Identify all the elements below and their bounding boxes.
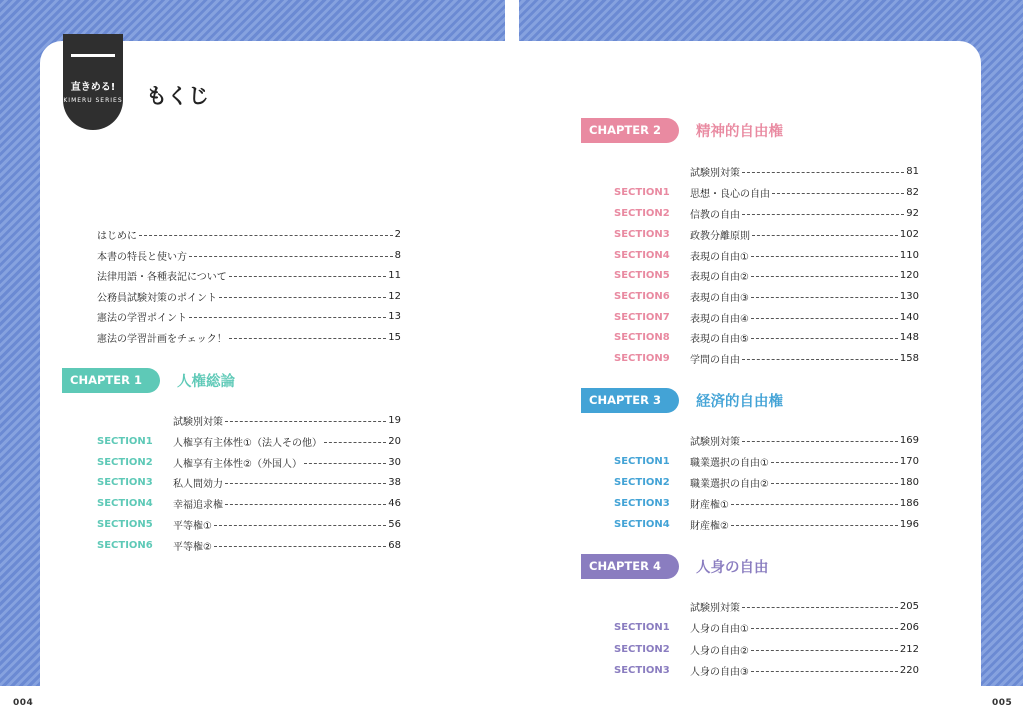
toc-entry bbox=[97, 516, 401, 532]
page-number: 56 bbox=[388, 518, 401, 530]
leader-dots bbox=[752, 235, 898, 236]
toc-entry bbox=[614, 641, 919, 657]
chapter-heading bbox=[581, 388, 783, 413]
toc-entry bbox=[97, 226, 401, 242]
page-number: 12 bbox=[388, 290, 401, 302]
chapter-label: CHAPTER 1 bbox=[62, 368, 160, 393]
page-number: 38 bbox=[388, 476, 401, 488]
page-gutter bbox=[505, 0, 519, 726]
section-number: SECTION2 bbox=[614, 643, 670, 655]
leader-dots bbox=[772, 193, 904, 194]
page-number: 120 bbox=[899, 269, 919, 281]
page-number: 8 bbox=[394, 249, 401, 261]
leader-dots bbox=[219, 297, 386, 298]
page-number: 82 bbox=[906, 186, 919, 198]
section-number: SECTION1 bbox=[614, 455, 670, 467]
page-number-left: 004 bbox=[13, 698, 34, 708]
chapter-title: 精神的自由権 bbox=[696, 124, 783, 140]
chapter-title: 経済的自由権 bbox=[696, 394, 783, 410]
leader-dots bbox=[751, 671, 898, 672]
page-number: 102 bbox=[899, 228, 919, 240]
page-number: 206 bbox=[899, 621, 919, 633]
entry-title: 表現の自由② bbox=[690, 271, 749, 283]
section-number: SECTION1 bbox=[97, 435, 153, 447]
entry-title: 人権享有主体性②（外国人） bbox=[173, 458, 302, 470]
leader-dots bbox=[751, 297, 898, 298]
section-number: SECTION3 bbox=[97, 476, 153, 488]
chapter-label: CHAPTER 3 bbox=[581, 388, 679, 413]
leader-dots bbox=[304, 463, 386, 464]
toc-entry bbox=[97, 412, 401, 428]
section-number: SECTION3 bbox=[614, 228, 670, 240]
toc-entry bbox=[614, 453, 919, 469]
entry-title: 表現の自由③ bbox=[690, 292, 749, 304]
chapter-title: 人権総論 bbox=[177, 374, 235, 390]
series-badge bbox=[63, 34, 123, 130]
entry-title: 平等権② bbox=[173, 541, 212, 553]
toc-entry bbox=[614, 267, 919, 283]
badge-bar bbox=[71, 54, 115, 57]
toc-entry bbox=[614, 163, 919, 179]
entry-title: 平等権① bbox=[173, 520, 212, 532]
leader-dots bbox=[229, 276, 386, 277]
toc-entry bbox=[97, 288, 401, 304]
page-title: もくじ bbox=[146, 84, 209, 108]
entry-title: 憲法の学習ポイント bbox=[97, 312, 187, 324]
entry-title: 学問の自由 bbox=[690, 354, 740, 366]
section-number: SECTION5 bbox=[614, 269, 670, 281]
leader-dots bbox=[229, 338, 387, 339]
section-number: SECTION1 bbox=[614, 621, 670, 633]
section-number: SECTION4 bbox=[614, 518, 670, 530]
leader-dots bbox=[731, 525, 898, 526]
page-number: 81 bbox=[906, 165, 919, 177]
toc-entry bbox=[97, 308, 401, 324]
section-number: SECTION2 bbox=[614, 207, 670, 219]
page-number: 212 bbox=[899, 643, 919, 655]
toc-entry bbox=[614, 205, 919, 221]
leader-dots bbox=[225, 483, 386, 484]
leader-dots bbox=[742, 214, 904, 215]
section-number: SECTION6 bbox=[614, 290, 670, 302]
entry-title: 職業選択の自由① bbox=[690, 457, 769, 469]
toc-entry bbox=[614, 184, 919, 200]
toc-entry bbox=[614, 247, 919, 263]
leader-dots bbox=[225, 421, 386, 422]
entry-title: 信教の自由 bbox=[690, 209, 740, 221]
entry-title: 憲法の学習計画をチェック！ bbox=[97, 333, 227, 345]
entry-title: 人身の自由② bbox=[690, 645, 749, 657]
page-number: 186 bbox=[899, 497, 919, 509]
leader-dots bbox=[731, 504, 898, 505]
toc-entry bbox=[614, 309, 919, 325]
entry-title: 本書の特長と使い方 bbox=[97, 251, 187, 263]
section-number: SECTION6 bbox=[97, 539, 153, 551]
page-number: 15 bbox=[388, 331, 401, 343]
toc-entry bbox=[614, 474, 919, 490]
section-number: SECTION9 bbox=[614, 352, 670, 364]
page-number: 169 bbox=[899, 434, 919, 446]
entry-title: 表現の自由⑤ bbox=[690, 333, 749, 345]
page-number: 196 bbox=[899, 518, 919, 530]
leader-dots bbox=[139, 235, 393, 236]
page-number-right: 005 bbox=[992, 698, 1013, 708]
page-number: 2 bbox=[394, 228, 401, 240]
chapter-title: 人身の自由 bbox=[696, 560, 769, 576]
chapter-heading bbox=[62, 368, 235, 393]
toc-entry bbox=[97, 247, 401, 263]
page-number: 220 bbox=[899, 664, 919, 676]
leader-dots bbox=[189, 317, 386, 318]
entry-title: 職業選択の自由② bbox=[690, 478, 769, 490]
footer-strip bbox=[0, 686, 1023, 726]
series-label: KIMERU SERIES bbox=[63, 97, 123, 104]
toc-entry bbox=[614, 495, 919, 511]
toc-entry bbox=[614, 288, 919, 304]
section-number: SECTION2 bbox=[97, 456, 153, 468]
left-page bbox=[40, 41, 505, 686]
toc-entry bbox=[97, 329, 401, 345]
chapter-heading bbox=[581, 554, 769, 579]
leader-dots bbox=[751, 338, 898, 339]
entry-title: 人身の自由③ bbox=[690, 666, 749, 678]
entry-title: 幸福追求権 bbox=[173, 499, 223, 511]
entry-title: 試験別対策 bbox=[173, 416, 223, 428]
section-number: SECTION3 bbox=[614, 497, 670, 509]
leader-dots bbox=[189, 256, 393, 257]
leader-dots bbox=[751, 628, 898, 629]
page-number: 180 bbox=[899, 476, 919, 488]
toc-entry bbox=[614, 329, 919, 345]
leader-dots bbox=[742, 607, 898, 608]
entry-title: 財産権① bbox=[690, 499, 729, 511]
page-number: 140 bbox=[899, 311, 919, 323]
toc-entry bbox=[97, 537, 401, 553]
page-number: 20 bbox=[388, 435, 401, 447]
leader-dots bbox=[742, 441, 898, 442]
section-number: SECTION4 bbox=[614, 249, 670, 261]
page-number: 11 bbox=[388, 269, 401, 281]
entry-title: 人身の自由① bbox=[690, 623, 749, 635]
page-number: 30 bbox=[388, 456, 401, 468]
entry-title: 公務員試験対策のポイント bbox=[97, 292, 217, 304]
series-logo: 直きめる! bbox=[70, 82, 116, 93]
toc-entry bbox=[97, 454, 401, 470]
page-number: 205 bbox=[899, 600, 919, 612]
entry-title: 人権享有主体性①（法人その他） bbox=[173, 437, 322, 449]
chapter-label: CHAPTER 4 bbox=[581, 554, 679, 579]
section-number: SECTION3 bbox=[614, 664, 670, 676]
leader-dots bbox=[751, 276, 898, 277]
entry-title: 思想・良心の自由 bbox=[690, 188, 770, 200]
entry-title: 表現の自由④ bbox=[690, 313, 749, 325]
section-number: SECTION2 bbox=[614, 476, 670, 488]
chapter-label: CHAPTER 2 bbox=[581, 118, 679, 143]
toc-entry bbox=[614, 662, 919, 678]
section-number: SECTION7 bbox=[614, 311, 670, 323]
section-number: SECTION1 bbox=[614, 186, 670, 198]
section-number: SECTION5 bbox=[97, 518, 153, 530]
entry-title: 表現の自由① bbox=[690, 251, 749, 263]
leader-dots bbox=[742, 359, 898, 360]
leader-dots bbox=[324, 442, 386, 443]
toc-entry bbox=[97, 495, 401, 511]
leader-dots bbox=[214, 525, 386, 526]
toc-entry bbox=[614, 598, 919, 614]
page-number: 46 bbox=[388, 497, 401, 509]
leader-dots bbox=[751, 650, 898, 651]
toc-entry bbox=[97, 433, 401, 449]
toc-entry bbox=[614, 516, 919, 532]
leader-dots bbox=[751, 256, 898, 257]
entry-title: 試験別対策 bbox=[690, 602, 740, 614]
page-number: 13 bbox=[388, 310, 401, 322]
toc-entry bbox=[97, 267, 401, 283]
entry-title: 試験別対策 bbox=[690, 167, 740, 179]
section-number: SECTION8 bbox=[614, 331, 670, 343]
entry-title: はじめに bbox=[97, 230, 137, 242]
entry-title: 財産権② bbox=[690, 520, 729, 532]
entry-title: 政教分離原則 bbox=[690, 230, 750, 242]
toc-entry bbox=[97, 474, 401, 490]
toc-entry bbox=[614, 226, 919, 242]
page-number: 130 bbox=[899, 290, 919, 302]
leader-dots bbox=[751, 318, 898, 319]
section-number: SECTION4 bbox=[97, 497, 153, 509]
page-number: 158 bbox=[899, 352, 919, 364]
page-number: 19 bbox=[388, 414, 401, 426]
toc-entry bbox=[614, 619, 919, 635]
leader-dots bbox=[742, 172, 904, 173]
page-number: 170 bbox=[899, 455, 919, 467]
page-number: 68 bbox=[388, 539, 401, 551]
entry-title: 私人間効力 bbox=[173, 478, 223, 490]
page-number: 110 bbox=[899, 249, 919, 261]
page-number: 92 bbox=[906, 207, 919, 219]
leader-dots bbox=[771, 483, 898, 484]
leader-dots bbox=[771, 462, 898, 463]
page-number: 148 bbox=[899, 331, 919, 343]
toc-entry bbox=[614, 350, 919, 366]
toc-entry bbox=[614, 432, 919, 448]
entry-title: 法律用語・各種表記について bbox=[97, 271, 227, 283]
leader-dots bbox=[225, 504, 386, 505]
chapter-heading bbox=[581, 118, 783, 143]
leader-dots bbox=[214, 546, 386, 547]
entry-title: 試験別対策 bbox=[690, 436, 740, 448]
